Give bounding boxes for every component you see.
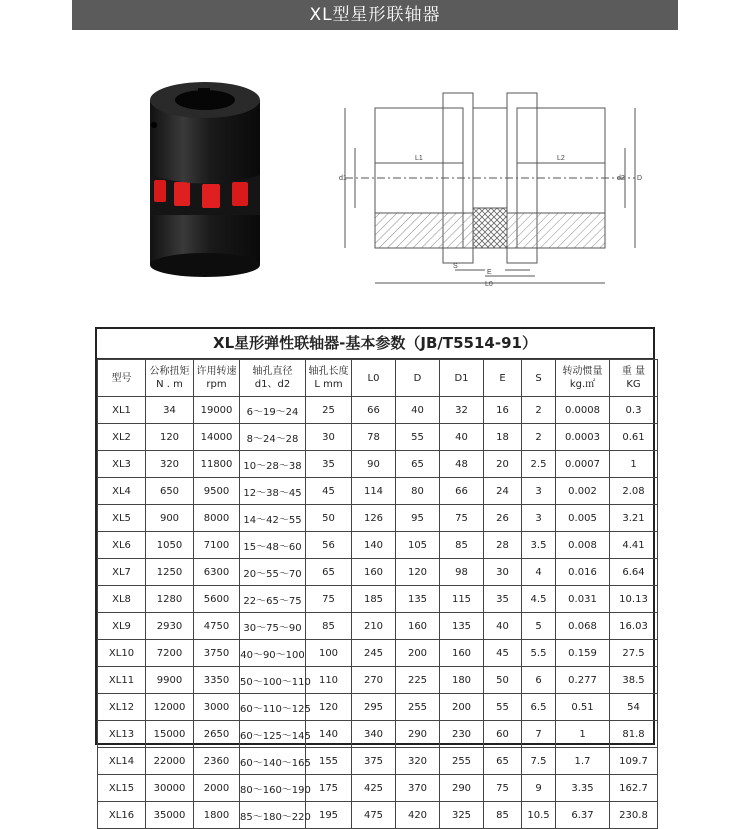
column-header <box>396 360 440 397</box>
table-cell: 2360 <box>194 748 240 775</box>
label-e: E <box>487 269 492 276</box>
table-cell: 60～110～125 <box>240 694 306 721</box>
table-cell: 75 <box>440 505 484 532</box>
table-cell: 0.002 <box>556 478 610 505</box>
table-cell: 0.008 <box>556 532 610 559</box>
table-cell: 11800 <box>194 451 240 478</box>
table-cell: 48 <box>440 451 484 478</box>
table-cell: 45 <box>484 640 522 667</box>
table-row <box>98 802 658 829</box>
table-cell: 9 <box>522 775 556 802</box>
table-cell: XL10 <box>98 640 146 667</box>
table-row <box>98 721 658 748</box>
table-cell: 50～100～110 <box>240 667 306 694</box>
column-header-label: D <box>413 372 422 384</box>
table-cell: 270 <box>352 667 396 694</box>
table-cell: 475 <box>352 802 396 829</box>
table-cell: 180 <box>440 667 484 694</box>
table-cell: 90 <box>352 451 396 478</box>
table-cell: 50 <box>484 667 522 694</box>
table-cell: 85 <box>484 802 522 829</box>
table-cell: 4 <box>522 559 556 586</box>
label-s: S <box>453 263 458 270</box>
table-cell: 425 <box>352 775 396 802</box>
table-cell: 80～160～190 <box>240 775 306 802</box>
table-title: XL星形弹性联轴器-基本参数（JB/T5514-91） <box>97 329 653 359</box>
table-cell: 1.7 <box>556 748 610 775</box>
column-header-label: L0 <box>367 372 380 384</box>
label-d1: d1 <box>339 175 347 182</box>
table-cell: 25 <box>306 397 352 424</box>
table-cell: 4.5 <box>522 586 556 613</box>
table-cell: 325 <box>440 802 484 829</box>
table-cell: 2930 <box>146 613 194 640</box>
label-d2: d2 <box>617 175 625 182</box>
column-header <box>440 360 484 397</box>
table-cell: 30 <box>484 559 522 586</box>
table-cell: 0.0008 <box>556 397 610 424</box>
table-cell: 3350 <box>194 667 240 694</box>
table-cell: 200 <box>440 694 484 721</box>
table-cell: 162.7 <box>610 775 658 802</box>
table-cell: 85 <box>306 613 352 640</box>
table-cell: 2650 <box>194 721 240 748</box>
column-header <box>522 360 556 397</box>
table-cell: 24 <box>484 478 522 505</box>
column-header-label: 轴孔直径 <box>252 366 293 377</box>
column-header <box>306 360 352 397</box>
column-header-label: 轴孔长度 <box>308 366 349 377</box>
table-cell: 8～24～28 <box>240 424 306 451</box>
table-cell: 6～19～24 <box>240 397 306 424</box>
table-cell: 40～90～100 <box>240 640 306 667</box>
table-cell: 230.8 <box>610 802 658 829</box>
table-cell: 155 <box>306 748 352 775</box>
table-cell: 55 <box>484 694 522 721</box>
table-cell: 30～75～90 <box>240 613 306 640</box>
table-cell: 2 <box>522 424 556 451</box>
table-cell: XL15 <box>98 775 146 802</box>
table-cell: 210 <box>352 613 396 640</box>
table-cell: 18 <box>484 424 522 451</box>
coupling-drawing <box>335 88 645 288</box>
column-header-unit: d1、d2 <box>254 379 291 390</box>
table-cell: 120 <box>396 559 440 586</box>
table-cell: 0.51 <box>556 694 610 721</box>
table-row <box>98 775 658 802</box>
table-cell: 109.7 <box>610 748 658 775</box>
table-cell: 0.005 <box>556 505 610 532</box>
table-cell: 6.5 <box>522 694 556 721</box>
table-cell: 1250 <box>146 559 194 586</box>
column-header-unit: KG <box>626 379 641 390</box>
table-cell: 20 <box>484 451 522 478</box>
table-cell: 4750 <box>194 613 240 640</box>
table-cell: 140 <box>306 721 352 748</box>
label-dd: D <box>637 175 643 182</box>
table-cell: 114 <box>352 478 396 505</box>
table-cell: 115 <box>440 586 484 613</box>
table-cell: 900 <box>146 505 194 532</box>
table-cell: 3 <box>522 478 556 505</box>
table-cell: 0.61 <box>610 424 658 451</box>
table-cell: 16 <box>484 397 522 424</box>
table-cell: 16.03 <box>610 613 658 640</box>
table-cell: 160 <box>396 613 440 640</box>
table-row <box>98 586 658 613</box>
table-cell: 40 <box>484 613 522 640</box>
column-header <box>98 360 146 397</box>
table-cell: 340 <box>352 721 396 748</box>
coupling-photo <box>140 80 270 280</box>
label-l2: L2 <box>557 155 565 162</box>
table-cell: 27.5 <box>610 640 658 667</box>
table-cell: 5.5 <box>522 640 556 667</box>
table-cell: 110 <box>306 667 352 694</box>
table-cell: 2.5 <box>522 451 556 478</box>
table-cell: 160 <box>440 640 484 667</box>
table-cell: 10.5 <box>522 802 556 829</box>
table-cell: 0.0007 <box>556 451 610 478</box>
table-cell: 0.068 <box>556 613 610 640</box>
table-cell: 85 <box>440 532 484 559</box>
table-cell: 80 <box>396 478 440 505</box>
table-cell: 370 <box>396 775 440 802</box>
table-cell: 420 <box>396 802 440 829</box>
table-cell: 40 <box>396 397 440 424</box>
table-cell: 3000 <box>194 694 240 721</box>
table-cell: 19000 <box>194 397 240 424</box>
table-cell: 26 <box>484 505 522 532</box>
label-l0: L0 <box>485 281 493 288</box>
column-header-label: 型号 <box>111 372 132 384</box>
table-cell: 40 <box>440 424 484 451</box>
table-cell: 65 <box>306 559 352 586</box>
column-header-unit: rpm <box>206 379 227 390</box>
table-cell: 195 <box>306 802 352 829</box>
table-cell: 320 <box>396 748 440 775</box>
table-cell: XL8 <box>98 586 146 613</box>
table-cell: 66 <box>352 397 396 424</box>
table-cell: 15～48～60 <box>240 532 306 559</box>
header-row <box>98 360 658 397</box>
table-row <box>98 748 658 775</box>
table-cell: XL16 <box>98 802 146 829</box>
table-cell: 290 <box>396 721 440 748</box>
table-cell: 7100 <box>194 532 240 559</box>
column-header-label: 公称扭矩 <box>149 366 190 377</box>
table-cell: 28 <box>484 532 522 559</box>
table-cell: 30 <box>306 424 352 451</box>
table-cell: 375 <box>352 748 396 775</box>
column-header-unit: kg.㎡ <box>569 379 596 390</box>
table-cell: XL7 <box>98 559 146 586</box>
table-cell: 0.031 <box>556 586 610 613</box>
column-header <box>194 360 240 397</box>
parameter-table-panel <box>95 327 655 823</box>
table-cell: 66 <box>440 478 484 505</box>
column-header-unit: L mm <box>314 379 343 390</box>
table-row <box>98 559 658 586</box>
column-header <box>240 360 306 397</box>
table-cell: 14～42～55 <box>240 505 306 532</box>
table-cell: 5 <box>522 613 556 640</box>
table-cell: 255 <box>440 748 484 775</box>
table-cell: XL12 <box>98 694 146 721</box>
table-cell: 98 <box>440 559 484 586</box>
table-cell: 100 <box>306 640 352 667</box>
banner-title: XL型星形联轴器 <box>309 5 441 25</box>
table-cell: 120 <box>146 424 194 451</box>
table-cell: 10.13 <box>610 586 658 613</box>
table-cell: 35000 <box>146 802 194 829</box>
table-cell: 95 <box>396 505 440 532</box>
table-cell: 0.277 <box>556 667 610 694</box>
column-header <box>352 360 396 397</box>
page-banner <box>72 0 678 30</box>
column-header <box>484 360 522 397</box>
table-cell: 65 <box>484 748 522 775</box>
table-cell: 6 <box>522 667 556 694</box>
table-cell: 290 <box>440 775 484 802</box>
label-l1: L1 <box>415 155 423 162</box>
table-cell: 0.159 <box>556 640 610 667</box>
table-cell: 245 <box>352 640 396 667</box>
table-cell: 65 <box>396 451 440 478</box>
table-cell: 56 <box>306 532 352 559</box>
table-cell: 6300 <box>194 559 240 586</box>
table-cell: 200 <box>396 640 440 667</box>
column-header-label: 转动惯量 <box>562 366 603 377</box>
table-row <box>98 667 658 694</box>
table-cell: 120 <box>306 694 352 721</box>
table-cell: 60～125～145 <box>240 721 306 748</box>
table-cell: 14000 <box>194 424 240 451</box>
table-cell: 3 <box>522 505 556 532</box>
table-cell: 255 <box>396 694 440 721</box>
column-header-label: 许用转速 <box>196 366 237 377</box>
table-cell: 6.64 <box>610 559 658 586</box>
table-cell: 81.8 <box>610 721 658 748</box>
table-cell: XL5 <box>98 505 146 532</box>
table-cell: 230 <box>440 721 484 748</box>
table-cell: 126 <box>352 505 396 532</box>
table-row <box>98 397 658 424</box>
table-cell: 2000 <box>194 775 240 802</box>
table-cell: 30000 <box>146 775 194 802</box>
column-header-label: D1 <box>454 372 469 384</box>
table-row <box>98 532 658 559</box>
table-cell: 20～55～70 <box>240 559 306 586</box>
table-body <box>98 397 658 829</box>
table-cell: XL2 <box>98 424 146 451</box>
table-cell: 0.0003 <box>556 424 610 451</box>
table-cell: 1800 <box>194 802 240 829</box>
table-cell: 0.016 <box>556 559 610 586</box>
column-header-label: S <box>535 372 542 384</box>
table-cell: 160 <box>352 559 396 586</box>
table-row <box>98 505 658 532</box>
table-cell: 38.5 <box>610 667 658 694</box>
table-cell: 7 <box>522 721 556 748</box>
table-cell: 35 <box>306 451 352 478</box>
table-cell: 4.41 <box>610 532 658 559</box>
table-cell: 1 <box>556 721 610 748</box>
table-cell: 1280 <box>146 586 194 613</box>
table-cell: 75 <box>484 775 522 802</box>
column-header <box>556 360 610 397</box>
table-cell: 185 <box>352 586 396 613</box>
column-header-label: 重 量 <box>621 366 646 377</box>
table-cell: 78 <box>352 424 396 451</box>
table-cell: XL13 <box>98 721 146 748</box>
table-cell: 50 <box>306 505 352 532</box>
table-cell: 135 <box>396 586 440 613</box>
table-cell: XL6 <box>98 532 146 559</box>
column-header <box>610 360 658 397</box>
table-cell: 135 <box>440 613 484 640</box>
table-cell: 8000 <box>194 505 240 532</box>
table-cell: 22～65～75 <box>240 586 306 613</box>
table-cell: 1050 <box>146 532 194 559</box>
table-cell: 12～38～45 <box>240 478 306 505</box>
table-cell: 295 <box>352 694 396 721</box>
table-cell: 60～140～165 <box>240 748 306 775</box>
table-cell: 2 <box>522 397 556 424</box>
table-cell: 140 <box>352 532 396 559</box>
table-cell: 3.21 <box>610 505 658 532</box>
table-cell: 85～180～220 <box>240 802 306 829</box>
table-cell: 15000 <box>146 721 194 748</box>
column-header-label: E <box>499 372 506 384</box>
table-row <box>98 613 658 640</box>
table-cell: 35 <box>484 586 522 613</box>
table-row <box>98 424 658 451</box>
column-header <box>146 360 194 397</box>
table-cell: 9900 <box>146 667 194 694</box>
table-cell: 34 <box>146 397 194 424</box>
table-cell: 3.35 <box>556 775 610 802</box>
table-cell: 225 <box>396 667 440 694</box>
table-cell: 75 <box>306 586 352 613</box>
table-row <box>98 451 658 478</box>
table-cell: XL9 <box>98 613 146 640</box>
table-cell: 105 <box>396 532 440 559</box>
table-cell: XL1 <box>98 397 146 424</box>
table-row <box>98 478 658 505</box>
table-cell: 9500 <box>194 478 240 505</box>
table-cell: 12000 <box>146 694 194 721</box>
table-cell: 60 <box>484 721 522 748</box>
table-cell: 3750 <box>194 640 240 667</box>
table-cell: 7200 <box>146 640 194 667</box>
table-cell: 5600 <box>194 586 240 613</box>
table-cell: 22000 <box>146 748 194 775</box>
table-row <box>98 694 658 721</box>
table-cell: 320 <box>146 451 194 478</box>
column-header-unit: N . m <box>156 379 183 390</box>
table-cell: 175 <box>306 775 352 802</box>
table-cell: 10～28～38 <box>240 451 306 478</box>
parameter-table <box>97 359 658 829</box>
table-cell: 6.37 <box>556 802 610 829</box>
table-cell: XL3 <box>98 451 146 478</box>
table-cell: XL11 <box>98 667 146 694</box>
table-cell: 2.08 <box>610 478 658 505</box>
table-cell: 3.5 <box>522 532 556 559</box>
table-cell: 54 <box>610 694 658 721</box>
table-cell: 45 <box>306 478 352 505</box>
table-cell: XL14 <box>98 748 146 775</box>
table-cell: 650 <box>146 478 194 505</box>
table-row <box>98 640 658 667</box>
table-cell: 1 <box>610 451 658 478</box>
table-cell: XL4 <box>98 478 146 505</box>
table-cell: 55 <box>396 424 440 451</box>
table-cell: 7.5 <box>522 748 556 775</box>
table-cell: 0.3 <box>610 397 658 424</box>
table-cell: 32 <box>440 397 484 424</box>
